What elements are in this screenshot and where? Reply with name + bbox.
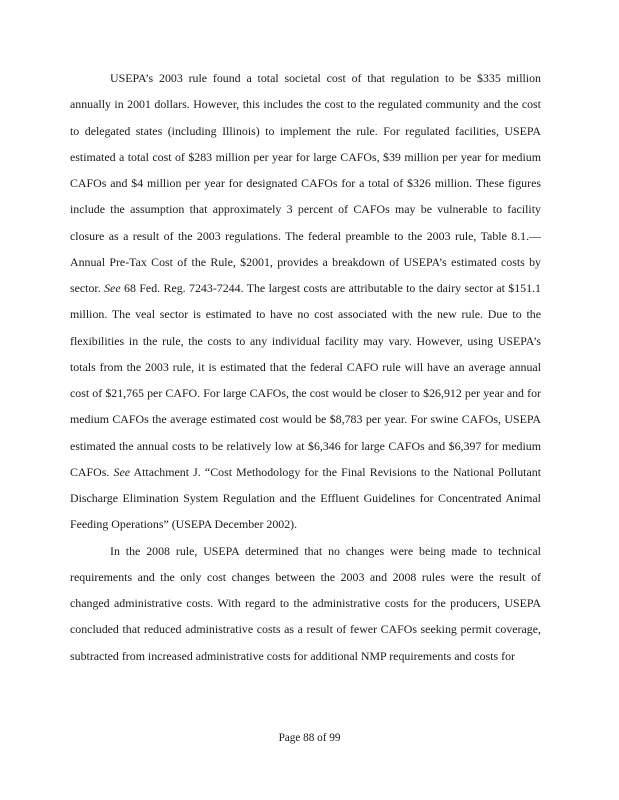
text-segment: USEPA’s 2003 rule found a total societal cost of that regulation to be $335 million annually in 2001 dollars. However, this includes the cost to the regulated community and the cost to delegated states (including Illinois) to implement the rule. For regulated facilities, USEPA estimated a total cost of $283 million per year for large CAFOs, $39 million per year for medium CAFOs and $4 million per year for designated CAFOs for a total of $326 million. These figures include the assumption that approximately 3 percent of CAFOs may be vulnerable to facility closure as a result of the 2003 regulations. The federal preamble to the 2003 rule, Table 8.1.—Annual Pre-Tax Cost of the Rule, $2001, provides a breakdown of USEPA’s estimated costs by sector. [70,71,541,295]
page-number: Page 88 of 99 [278,732,341,744]
citation-signal: See [113,464,131,479]
body-text [70,65,541,669]
text-segment: In the 2008 rule, USEPA determined that no changes were being made to technical requirements and the only cost changes between the 2003 and 2008 rules were the result of changed administrative costs. With regard to the administrative costs for the producers, USEPA concluded that reduced administrative costs as a result of fewer CAFOs seeking permit coverage, subtracted from increased administrative costs for additional NMP requirements and costs for [70,543,541,663]
paragraph-2008-rule [70,538,541,669]
paragraph-cost-summary [70,65,541,538]
text-segment: Attachment J. “Cost Methodology for the Final Revisions to the National Pollutant Discharge Elimination System Regulation and the Effluent Guidelines for Concentrated Animal Feeding Operations” (USEPA December 2002). [70,464,541,532]
citation-signal: See [104,281,121,295]
text-segment: 68 Fed. Reg. 7243-7244. The largest costs are attributable to the dairy sector at $151.1 million. The veal sector is estimated to have no cost associated with the new rule. Due to the flexibilities in the rule, the costs to any individual facility may vary. However, using USEPA’s totals from the 2003 rule, it is estimated that the federal CAFO rule will have an average annual cost of $21,765 per CAFO. For large CAFOs, the cost would be closer to $26,912 per year and for medium CAFOs the average estimated cost would be $8,783 per year. For swine CAFOs, USEPA estimated the annual costs to be relatively low at $6,346 for large CAFOs and $6,397 for medium CAFOs. [70,281,541,479]
